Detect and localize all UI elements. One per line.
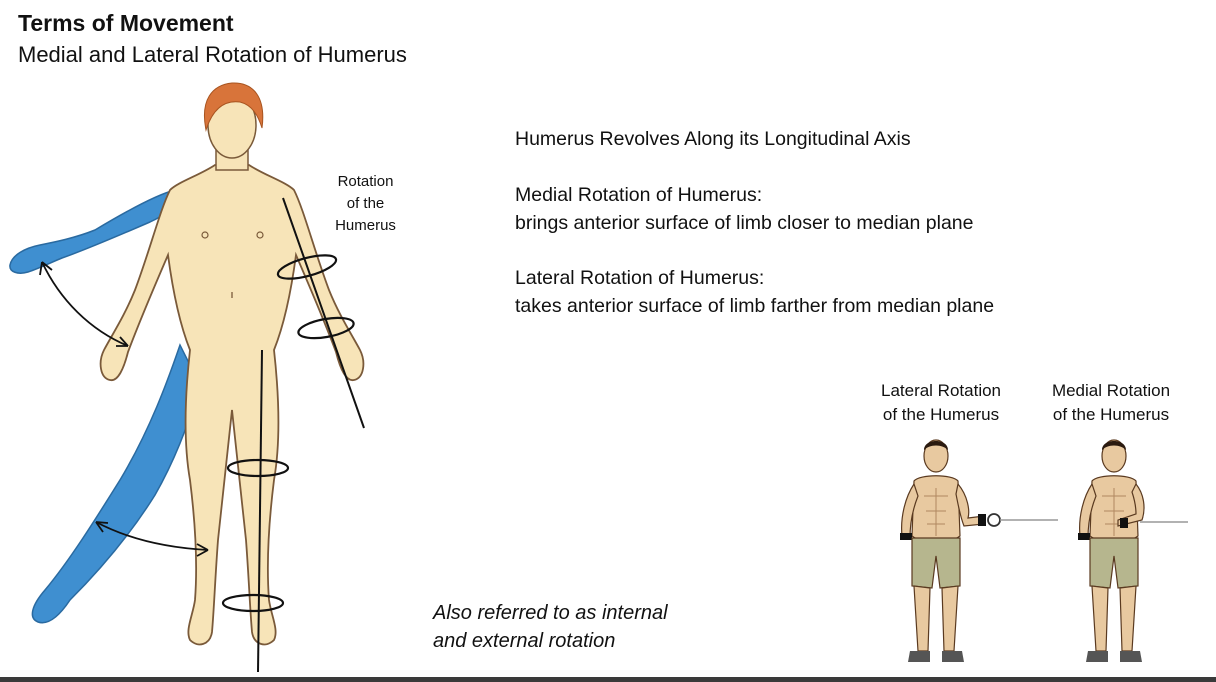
rotation-label-line1: Rotation	[337, 173, 394, 190]
bottom-border	[0, 677, 1216, 682]
lateral-rotation-heading: Lateral Rotation of Humerus:	[515, 267, 765, 289]
rotation-label-line3: Humerus	[335, 217, 396, 234]
medial-rotation-exercise-figure	[1050, 436, 1200, 668]
note-line2: and external rotation	[433, 630, 616, 652]
alternate-terms-note	[433, 599, 668, 655]
slide-subtitle: Medial and Lateral Rotation of Humerus	[18, 42, 407, 67]
lateral-caption-line2: of the Humerus	[882, 405, 1000, 424]
lateral-rotation-exercise-figure	[880, 436, 1060, 668]
slide-title: Terms of Movement	[18, 10, 234, 36]
anatomical-figure	[0, 78, 420, 678]
lateral-rotation-description: takes anterior surface of limb farther from median plane	[515, 295, 995, 317]
medial-rotation-description: brings anterior surface of limb closer to median plane	[515, 212, 974, 234]
note-line1: Also referred to as internal	[433, 602, 668, 624]
rotated-leg-highlight	[32, 345, 200, 623]
rotation-figure-label	[318, 171, 413, 237]
lateral-rotation-caption	[866, 379, 1016, 427]
medial-rotation-heading: Medial Rotation of Humerus:	[515, 184, 763, 206]
medial-caption-line2: of the Humerus	[1052, 405, 1170, 424]
medial-rotation-caption	[1036, 379, 1186, 427]
medial-caption-line1: Medial Rotation	[1051, 381, 1171, 400]
rotation-label-line2: of the	[346, 195, 385, 212]
lateral-caption-line1: Lateral Rotation	[880, 381, 1002, 400]
axis-statement: Humerus Revolves Along its Longitudinal Axis	[515, 128, 911, 150]
